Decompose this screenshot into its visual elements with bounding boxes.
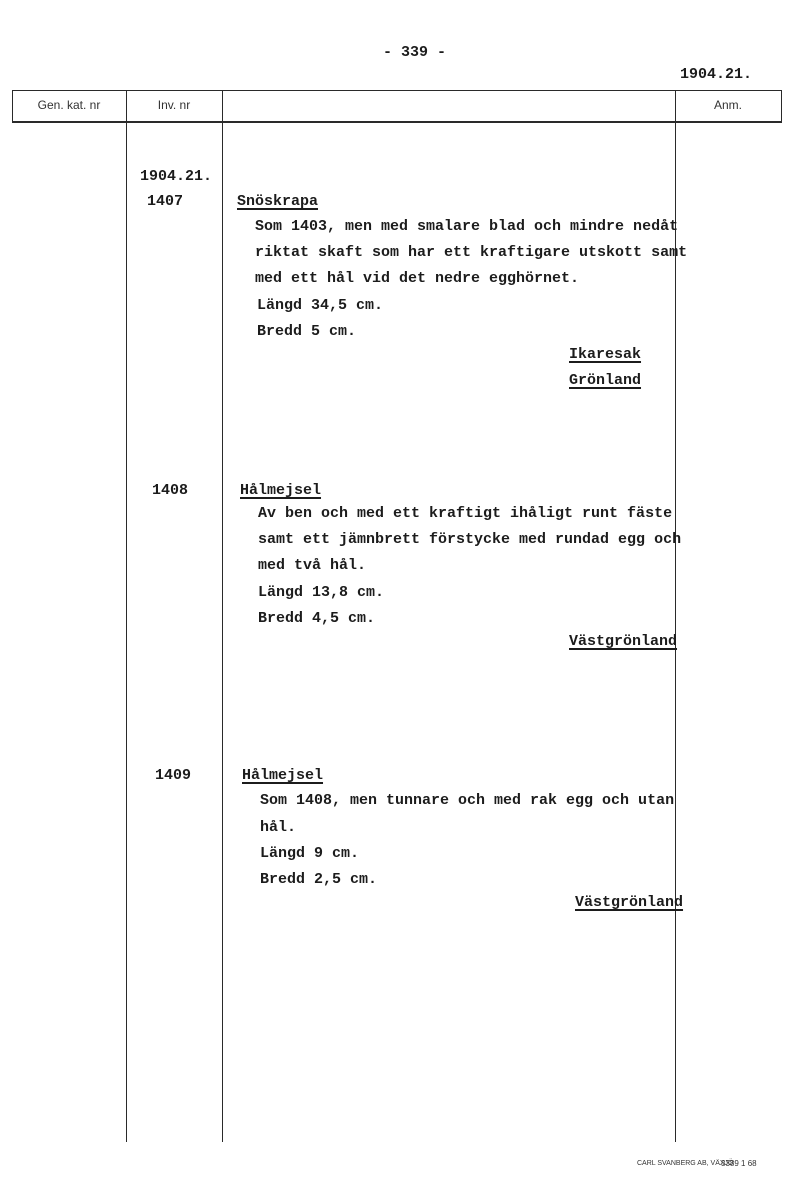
column-divider-gen-inv: [126, 90, 127, 1142]
entry-description-line: hål.: [260, 819, 297, 836]
table-top-rule: [12, 90, 782, 91]
entry-description-line: samt ett jämnbrett förstycke med rundad egg och: [258, 531, 682, 548]
header-catalog-reference: 1904.21.: [680, 66, 753, 83]
entry-region: Västgrönland: [575, 894, 684, 911]
entry-width: Bredd 5 cm.: [257, 323, 357, 340]
entry-region: Grönland: [569, 372, 642, 389]
entry-description-line: med två hål.: [258, 557, 367, 574]
entry-length: Längd 9 cm.: [260, 845, 360, 862]
entry-title: Hålmejsel: [240, 482, 322, 499]
entry-description-line: Som 1403, men med smalare blad och mindre nedåt: [255, 218, 679, 235]
entry-inv-number: 1407: [147, 193, 184, 210]
table-header-rule: [12, 121, 782, 123]
footer-form-code: 3389 1 68: [721, 1159, 757, 1168]
column-divider-inv-desc: [222, 90, 223, 1142]
entry-title: Hålmejsel: [242, 767, 324, 784]
entry-width: Bredd 2,5 cm.: [260, 871, 378, 888]
footer-printer: CARL SVANBERG AB, VÄXJÖ: [637, 1160, 734, 1167]
group-catalog-reference: 1904.21.: [140, 168, 213, 185]
page-number: - 339 -: [383, 44, 447, 61]
entry-inv-number: 1408: [152, 482, 189, 499]
entry-length: Längd 34,5 cm.: [257, 297, 384, 314]
entry-description-line: med ett hål vid det nedre egghörnet.: [255, 270, 580, 287]
entry-description-line: Av ben och med ett kraftigt ihåligt runt fäste: [258, 505, 673, 522]
column-header-anm: Anm.: [713, 98, 742, 112]
entry-locality: Ikaresak: [569, 346, 642, 363]
column-header-gen-kat-nr: Gen. kat. nr: [37, 98, 101, 112]
entry-description-line: Som 1408, men tunnare och med rak egg och utan: [260, 792, 675, 809]
column-header-inv-nr: Inv. nr: [157, 98, 191, 112]
entry-length: Längd 13,8 cm.: [258, 584, 385, 601]
entry-width: Bredd 4,5 cm.: [258, 610, 376, 627]
column-divider-right-edge: [781, 90, 782, 123]
entry-description-line: riktat skaft som har ett kraftigare utskott samt: [255, 244, 688, 261]
entry-region: Västgrönland: [569, 633, 678, 650]
entry-title: Snöskrapa: [237, 193, 319, 210]
entry-inv-number: 1409: [155, 767, 192, 784]
